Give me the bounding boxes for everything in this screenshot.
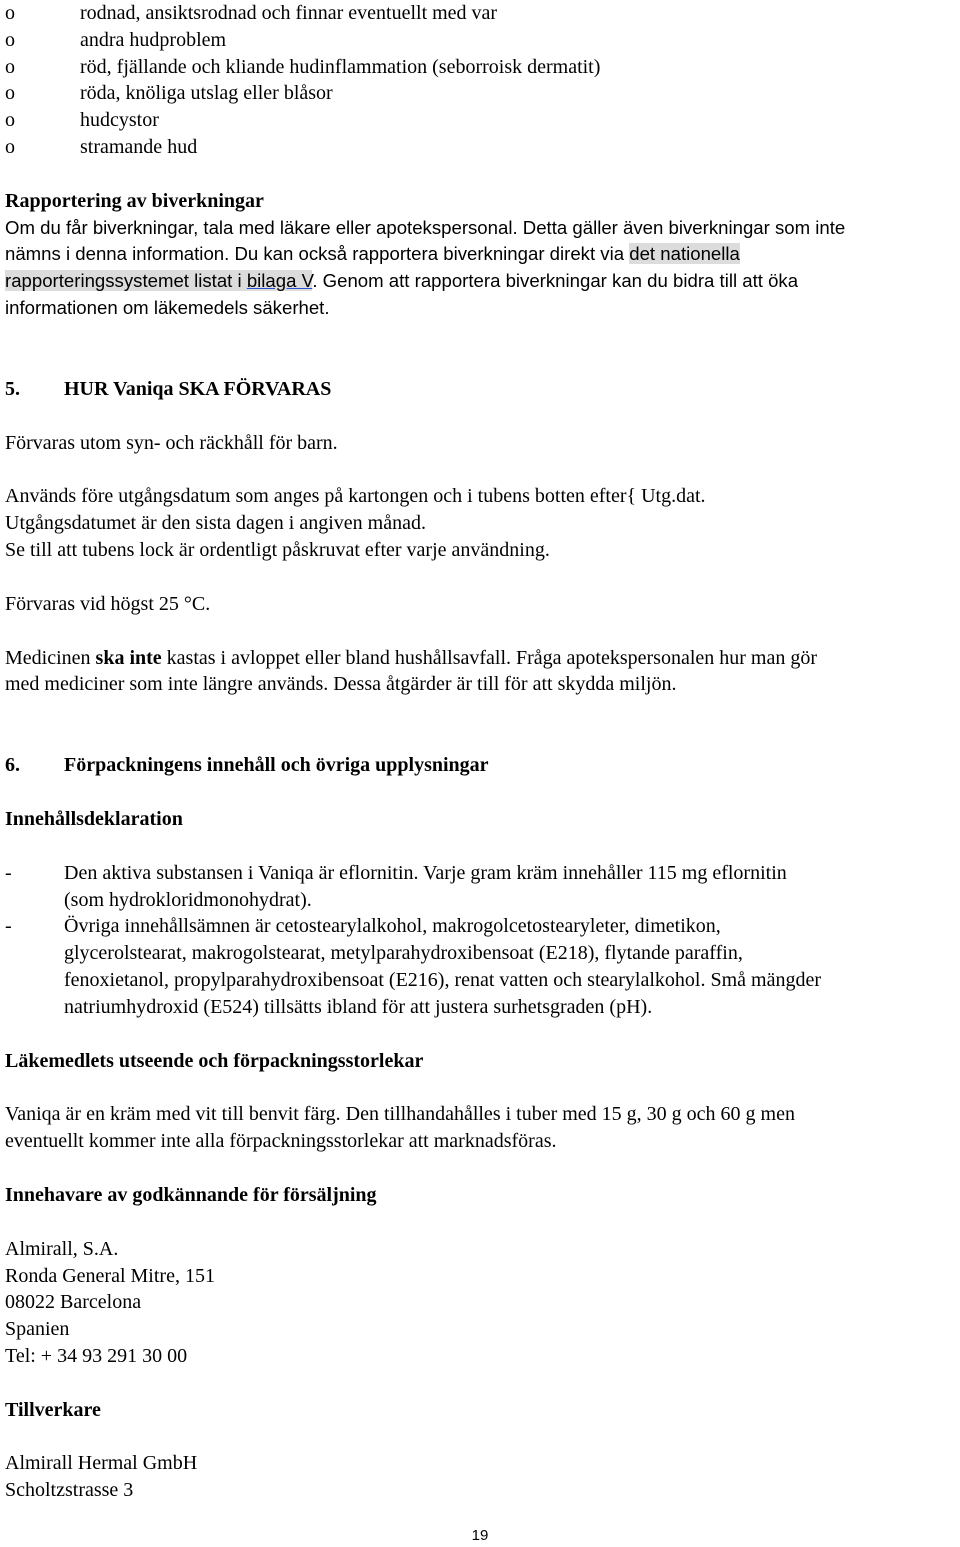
reporting-section bbox=[5, 188, 957, 322]
holder-heading: Innehavare av godkännande för försäljning bbox=[5, 1183, 377, 1206]
list-item: o hudcystor bbox=[5, 109, 159, 132]
list-item: o röda, knöliga utslag eller blåsor bbox=[5, 82, 333, 105]
storage-text: Utgångsdatumet är den sista dagen i angiven månad. bbox=[5, 512, 426, 535]
contents-heading: Innehållsdeklaration bbox=[5, 807, 183, 830]
list-item: o andra hudproblem bbox=[5, 28, 227, 51]
address-line: Scholtzstrasse 3 bbox=[5, 1479, 134, 1502]
list-item: o röd, fjällande och kliande hudinflammation (seborroisk dermatit) bbox=[5, 55, 601, 78]
highlighted-text: det nationella bbox=[629, 243, 740, 265]
list-item: o rodnad, ansiktsrodnad och finnar eventuellt med var bbox=[5, 2, 498, 24]
disposal-text: Medicinen ska inte kastas i avloppet eller bland hushållsavfall. Fråga apotekspersonalen hur man gör bbox=[5, 646, 818, 669]
reporting-text-line: rapporteringssystemet listat i bilaga V. Genom att rapportera biverkningar kan du bidra till att öka bbox=[5, 270, 799, 292]
reporting-heading: Rapportering av biverkningar bbox=[5, 189, 264, 212]
address-line: 08022 Barcelona bbox=[5, 1291, 142, 1314]
section-6 bbox=[5, 752, 957, 1504]
storage-text: Förvaras utom syn- och räckhåll för barn. bbox=[5, 431, 338, 454]
appearance-text: eventuellt kommer inte alla förpackningsstorlekar att marknadsföras. bbox=[5, 1130, 557, 1153]
address-line: Spanien bbox=[5, 1318, 70, 1341]
manufacturer-heading: Tillverkare bbox=[5, 1398, 101, 1421]
appearance-heading: Läkemedlets utseende och förpackningsstorlekar bbox=[5, 1049, 424, 1072]
side-effects-list bbox=[5, 0, 957, 161]
page-number: 19 bbox=[471, 1527, 489, 1544]
annex-v-link[interactable]: bilaga V bbox=[246, 270, 313, 292]
section-5 bbox=[5, 376, 957, 698]
reporting-text-line: informationen om läkemedels säkerhet. bbox=[5, 296, 330, 318]
list-item: - Övriga innehållsämnen är cetostearylalkohol, makrogolcetostearyleter, dimetikon, glycerolstearat, makrogolstearat, metylparahydroxibensoat (E218), flytande paraffin, fenoxietanol, propylparahydroxibensoat (E216), renat vatten och stearylalkohol. Små mängder natriumhydroxid (E524) tillsätts ibland för att justera surhetsgraden (pH). bbox=[5, 915, 821, 1018]
reporting-text-line: nämns i denna information. Du kan också rapportera biverkningar direkt via det nationella bbox=[5, 243, 740, 265]
holder-address bbox=[5, 1236, 957, 1370]
document-page bbox=[5, 0, 957, 1504]
reporting-text-line: Om du får biverkningar, tala med läkare eller apotekspersonal. Detta gäller även biverkningar som inte bbox=[5, 216, 846, 238]
storage-temperature: Förvaras vid högst 25 °C. bbox=[5, 592, 211, 615]
address-line: Almirall, S.A. bbox=[5, 1237, 119, 1260]
manufacturer-address bbox=[5, 1450, 957, 1504]
storage-text: Används före utgångsdatum som anges på kartongen och i tubens botten efter{ Utg.dat. bbox=[5, 485, 706, 508]
list-item: o stramande hud bbox=[5, 135, 198, 158]
highlighted-text: rapporteringssystemet listat i bbox=[5, 270, 247, 292]
address-line: Almirall Hermal GmbH bbox=[5, 1452, 198, 1475]
address-line: Ronda General Mitre, 151 bbox=[5, 1264, 215, 1287]
storage-text: Se till att tubens lock är ordentligt påskruvat efter varje användning. bbox=[5, 538, 550, 561]
appearance-text: Vaniqa är en kräm med vit till benvit färg. Den tillhandahålles i tuber med 15 g, 30 g och 60 g men bbox=[5, 1103, 795, 1126]
section-6-heading: 6. Förpackningens innehåll och övriga upplysningar bbox=[5, 754, 489, 777]
list-item: - Den aktiva substansen i Vaniqa är eflornitin. Varje gram kräm innehåller 115 mg eflornitin (som hydrokloridmonohydrat). bbox=[5, 861, 787, 911]
disposal-text: med mediciner som inte längre används. Dessa åtgärder är till för att skydda miljön. bbox=[5, 673, 677, 696]
address-line: Tel: + 34 93 291 30 00 bbox=[5, 1344, 188, 1367]
section-5-heading: 5. HUR Vaniqa SKA FÖRVARAS bbox=[5, 377, 332, 400]
